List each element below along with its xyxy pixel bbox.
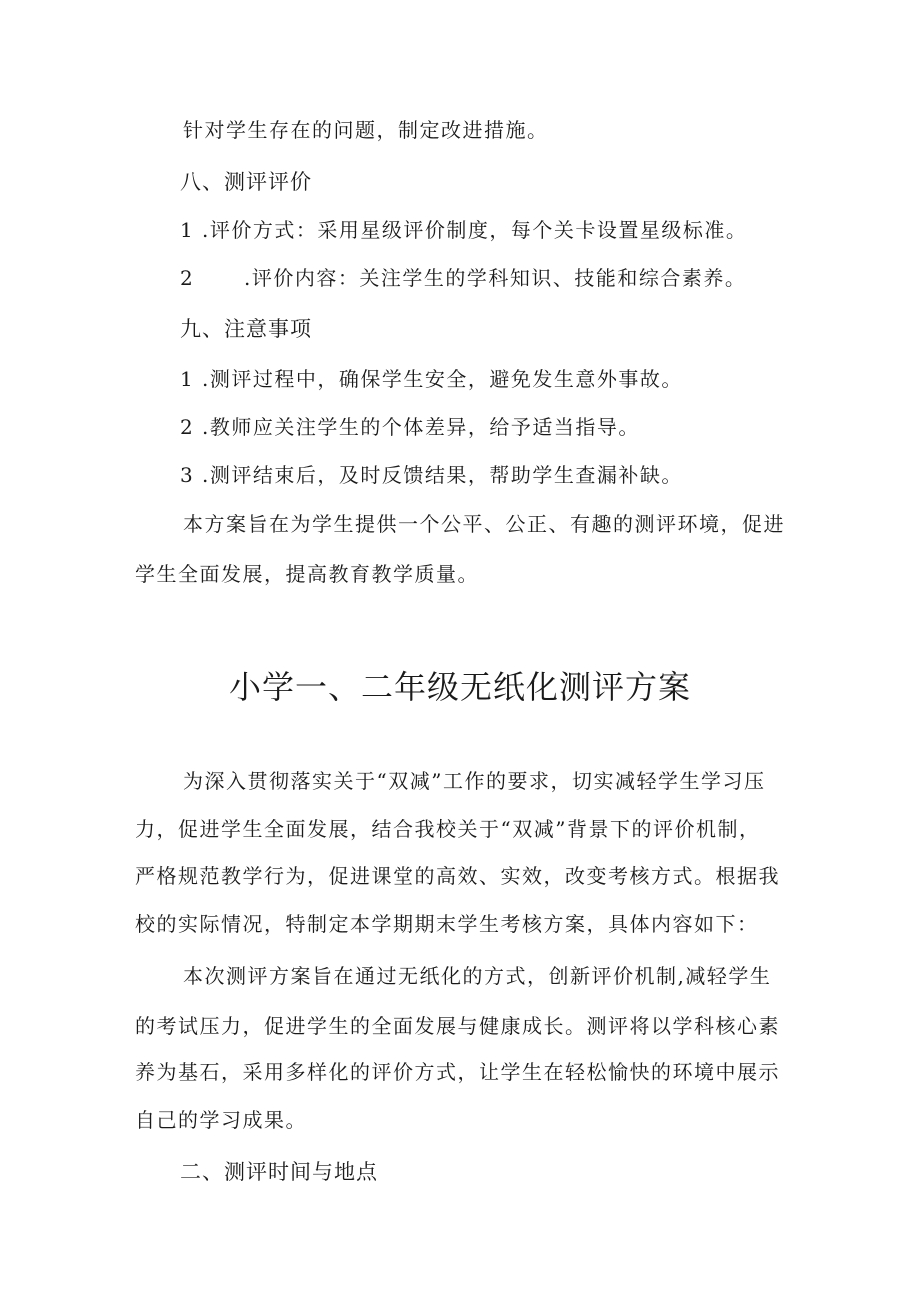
paragraph-line: 养为基石，采用多样化的评价方式，让学生在轻松愉快的环境中展示 [135,1060,780,1084]
list-text: .教师应关注学生的个体差异，给予适当指导。 [202,415,640,439]
section-heading-time-location: 二、测评时间与地点 [180,1160,378,1184]
paragraph-line: 本方案旨在为学生提供一个公平、公正、有趣的测评环境，促进 [183,512,785,536]
paragraph-line: 本次测评方案旨在通过无纸化的方式，创新评价机制,减轻学生 [183,964,772,988]
list-number: 2 [180,415,195,439]
list-number: 2 [180,266,195,290]
list-item-eval-1 [180,216,840,244]
list-text: .测评结束后，及时反馈结果，帮助学生查漏补缺。 [202,463,683,487]
list-text: .评价内容：关注学生的学科知识、技能和综合素养。 [244,266,747,290]
list-text: .评价方式：采用星级评价制度，每个关卡设置星级标准。 [202,218,748,242]
paragraph-line: 的考试压力，促进学生的全面发展与健康成长。测评将以学科核心素 [135,1014,780,1038]
paragraph-line: 学生全面发展，提高教育教学质量。 [135,562,479,586]
list-number: 3 [180,463,195,487]
list-item-note-1 [180,365,840,393]
paragraph-line: 自己的学习成果。 [135,1108,307,1132]
list-item-note-2 [180,413,840,441]
section-heading-evaluation: 八、测评评价 [180,170,312,194]
paragraph-line: 力，促进学生全面发展，结合我校关于“双减”背景下的评价机制， [135,817,761,841]
list-number: 1 [180,218,195,242]
list-item-note-3 [180,461,840,489]
document-title: 小学一、二年级无纸化测评方案 [228,668,691,706]
list-text: .测评过程中，确保学生安全，避免发生意外事故。 [202,367,683,391]
paragraph-line: 严格规范教学行为，促进课堂的高效、实效，改变考核方式。根据我 [135,864,780,888]
paragraph-line: 校的实际情况，特制定本学期期末学生考核方案，具体内容如下： [135,912,759,936]
list-number: 1 [180,367,195,391]
paragraph-line: 针对学生存在的问题，制定改进措施。 [183,118,549,142]
section-heading-notes: 九、注意事项 [180,317,312,341]
paragraph-line: 为深入贯彻落实关于“双减”工作的要求，切实减轻学生学习压 [183,769,766,793]
list-item-eval-2 [180,264,840,292]
